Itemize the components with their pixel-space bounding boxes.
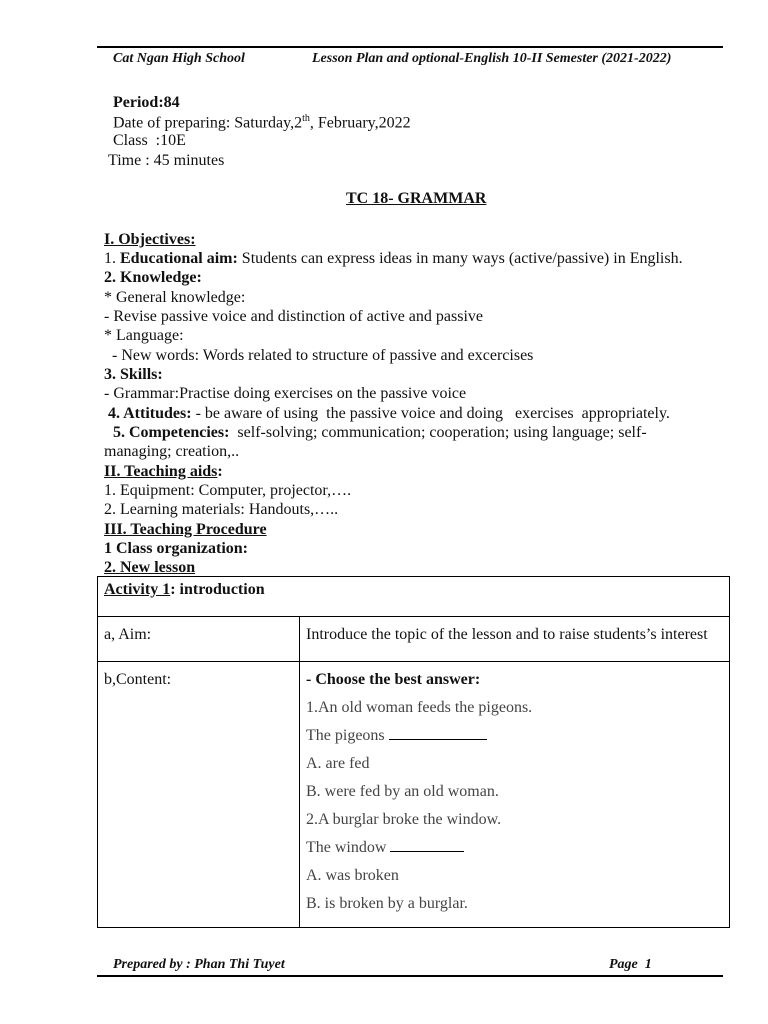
educational-aim	[104, 249, 683, 268]
edu-num: 1.	[104, 250, 120, 267]
know-num: 2	[104, 269, 112, 286]
page-number: Page 1	[609, 957, 652, 972]
question-1-option-b: B. were fed by an old woman.	[306, 783, 499, 800]
procedure-heading: III. Teaching Procedure	[104, 521, 267, 538]
attitudes	[108, 404, 670, 423]
prepared-by: Prepared by : Phan Thi Tuyet	[113, 957, 285, 972]
activity-title-cell	[98, 577, 730, 617]
aids-heading-text: II. Teaching aids	[104, 463, 218, 480]
att-label: 4. Attitudes:	[108, 405, 192, 422]
school-name: Cat Ngan High School	[113, 51, 245, 66]
att-text: - be aware of using the passive voice and doing exercises appropriately.	[191, 405, 670, 422]
skills-heading: 3. Skills:	[104, 366, 163, 383]
aids-colon: :	[217, 463, 223, 480]
aim-label: a, Aim:	[98, 617, 300, 662]
footer-rule	[97, 975, 723, 977]
date-of-preparing	[113, 113, 411, 132]
content-row	[98, 662, 730, 928]
class: Class :10E	[113, 132, 186, 149]
comp-label: 5. Competencies:	[113, 424, 230, 441]
language: * Language:	[104, 327, 184, 344]
new-lesson: 2. New lesson	[104, 559, 196, 576]
question-2-option-b: B. is broken by a burglar.	[306, 895, 468, 912]
activity-title-link: Activity 1	[104, 581, 171, 598]
comp-text: self-solving; communication; cooperation; using language; self-	[229, 424, 647, 441]
question-2: 2.A burglar broke the window.	[306, 811, 502, 828]
activity-title-row	[98, 577, 730, 617]
date-prefix: Date of preparing: Saturday,2	[113, 114, 303, 132]
activity-title-rest: : introduction	[170, 581, 265, 598]
date-sup: th	[302, 113, 310, 124]
knowledge-heading	[104, 268, 202, 287]
question-1-option-a: A. are fed	[306, 755, 370, 772]
question-2-stem	[306, 839, 723, 857]
q1-blank	[389, 739, 487, 740]
aim-row	[98, 617, 730, 662]
time: Time : 45 minutes	[108, 152, 225, 169]
q2-stem-text: The window	[306, 839, 391, 856]
competencies	[113, 423, 647, 442]
grammar-skill: - Grammar:Practise doing exercises on the passive voice	[104, 385, 467, 402]
content-heading: - Choose the best answer:	[306, 671, 481, 688]
content-label: b,Content:	[98, 662, 300, 928]
equipment: 1. Equipment: Computer, projector,….	[104, 482, 352, 499]
learning-materials: 2. Learning materials: Handouts,…..	[104, 501, 339, 518]
period: Period:84	[113, 94, 180, 111]
q2-blank	[390, 851, 464, 852]
content-cell	[300, 662, 730, 928]
edu-text: Students can express ideas in many ways (active/passive) in English.	[237, 250, 683, 267]
know-label: . Knowledge:	[112, 269, 202, 286]
general-knowledge: * General knowledge:	[104, 289, 246, 306]
competencies-cont: managing; creation,..	[104, 443, 240, 460]
class-organization: 1 Class organization:	[104, 540, 248, 557]
header-plan-title: Lesson Plan and optional-English 10-II Semester (2021-2022)	[312, 51, 672, 66]
edu-label: Educational aim:	[120, 250, 238, 267]
objectives-heading: I. Objectives:	[104, 231, 196, 248]
question-2-option-a: A. was broken	[306, 867, 399, 884]
header-rule	[97, 46, 723, 48]
date-suffix: , February,2022	[309, 114, 411, 132]
activity-table	[97, 576, 730, 928]
q1-stem-text: The pigeons	[306, 727, 389, 744]
question-1-stem	[306, 727, 723, 745]
aim-text: Introduce the topic of the lesson and to raise students’s interest	[300, 617, 730, 662]
revise-text: - Revise passive voice and distinction of active and passive	[104, 308, 484, 325]
question-1: 1.An old woman feeds the pigeons.	[306, 699, 533, 716]
new-words: - New words: Words related to structure of passive and excercises	[104, 347, 534, 364]
page-title: TC 18- GRAMMAR	[346, 190, 487, 207]
aids-heading	[104, 462, 223, 481]
